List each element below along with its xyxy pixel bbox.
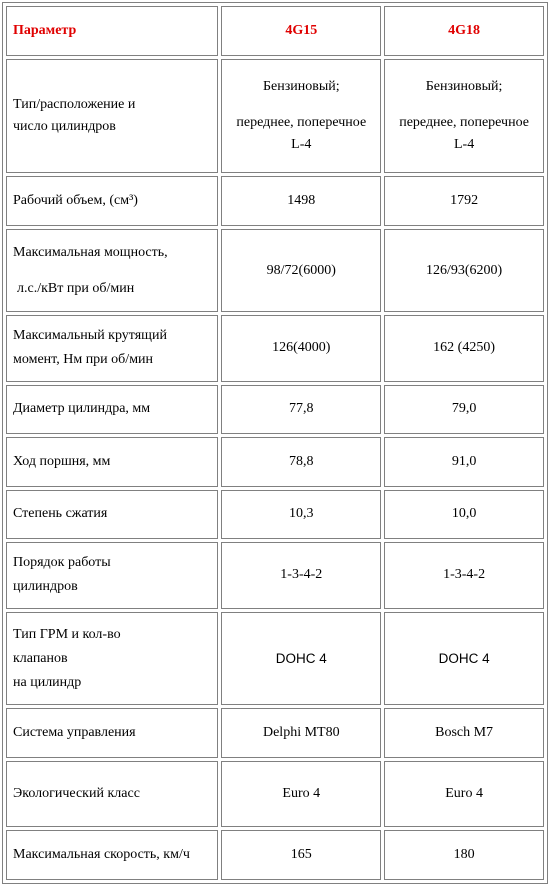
- table-row: [6, 708, 544, 758]
- value-4g15: Euro 4: [221, 761, 381, 827]
- value-4g18: 180: [384, 830, 544, 880]
- param-cell: [6, 176, 218, 226]
- param-cell: [6, 229, 218, 312]
- value-4g18: 1-3-4-2: [384, 542, 544, 608]
- value-4g15: Delphi MT80: [221, 708, 381, 758]
- value-4g15: [221, 59, 381, 174]
- table-row: [6, 315, 544, 381]
- value-line: Бензиновый;: [262, 78, 340, 94]
- value-4g15: 77,8: [221, 385, 381, 435]
- value-4g15: 126(4000): [221, 315, 381, 381]
- value-4g18: 91,0: [384, 437, 544, 487]
- value-4g18: Bosch M7: [384, 708, 544, 758]
- table-row: [6, 542, 544, 608]
- value-4g15: 1498: [221, 176, 381, 226]
- value-4g15: 10,3: [221, 490, 381, 540]
- param-cell: [6, 59, 218, 174]
- value-line: переднее, поперечное: [399, 114, 529, 130]
- param-line: Тип ГРМ и кол-во: [13, 626, 121, 642]
- table-row: [6, 59, 544, 174]
- header-4g18: 4G18: [384, 6, 544, 56]
- param-line: л.с./кВт при об/мин: [17, 280, 135, 296]
- param-cell: [6, 708, 218, 758]
- param-cell: [6, 315, 218, 381]
- value-4g15: 98/72(6000): [221, 229, 381, 312]
- param-line: Степень сжатия: [13, 506, 108, 522]
- param-cell: [6, 612, 218, 706]
- param-line: момент, Нм при об/мин: [13, 352, 154, 368]
- value-4g18: 126/93(6200): [384, 229, 544, 312]
- param-line: Тип/расположение и: [13, 96, 136, 112]
- table-row: [6, 490, 544, 540]
- param-line: Порядок работы: [13, 555, 111, 571]
- engine-specs-table: [2, 2, 548, 884]
- value-4g18: 162 (4250): [384, 315, 544, 381]
- value-4g18: Euro 4: [384, 761, 544, 827]
- param-line: Ход поршня, мм: [13, 453, 111, 469]
- value-4g18: 79,0: [384, 385, 544, 435]
- value-line: Бензиновый;: [425, 78, 503, 94]
- param-line: Максимальная скорость, км/ч: [13, 847, 190, 863]
- param-line: Максимальный крутящий: [13, 328, 167, 344]
- table-row: [6, 229, 544, 312]
- param-cell: [6, 830, 218, 880]
- param-cell: [6, 437, 218, 487]
- param-line: число цилиндров: [13, 118, 116, 134]
- param-cell: [6, 761, 218, 827]
- param-line: Система управления: [13, 725, 136, 741]
- param-cell: [6, 385, 218, 435]
- header-4g15: 4G15: [221, 6, 381, 56]
- param-line: на цилиндр: [13, 674, 82, 690]
- value-line: L-4: [291, 136, 312, 152]
- table-row: [6, 176, 544, 226]
- table-row: [6, 437, 544, 487]
- value-4g15: 1-3-4-2: [221, 542, 381, 608]
- param-cell: [6, 490, 218, 540]
- table-row: [6, 830, 544, 880]
- param-line: Рабочий объем, (см³): [13, 193, 138, 209]
- value-line: L-4: [453, 136, 475, 152]
- value-4g15: 165: [221, 830, 381, 880]
- header-param: Параметр: [6, 6, 218, 56]
- value-line: переднее, поперечное: [236, 114, 367, 130]
- value-4g15: DOHC 4: [221, 612, 381, 706]
- table-row: [6, 612, 544, 706]
- table-row: [6, 761, 544, 827]
- param-line: Диаметр цилиндра, мм: [13, 401, 151, 417]
- value-4g15: 78,8: [221, 437, 381, 487]
- value-4g18: DOHC 4: [384, 612, 544, 706]
- value-4g18: 10,0: [384, 490, 544, 540]
- value-4g18: 1792: [384, 176, 544, 226]
- param-line: Экологический класс: [13, 786, 140, 802]
- table-header-row: [6, 6, 544, 56]
- param-line: цилиндров: [13, 579, 78, 595]
- value-4g18: [384, 59, 544, 174]
- param-line: Максимальная мощность,: [13, 244, 168, 260]
- param-line: клапанов: [13, 650, 68, 666]
- table-row: [6, 385, 544, 435]
- param-cell: [6, 542, 218, 608]
